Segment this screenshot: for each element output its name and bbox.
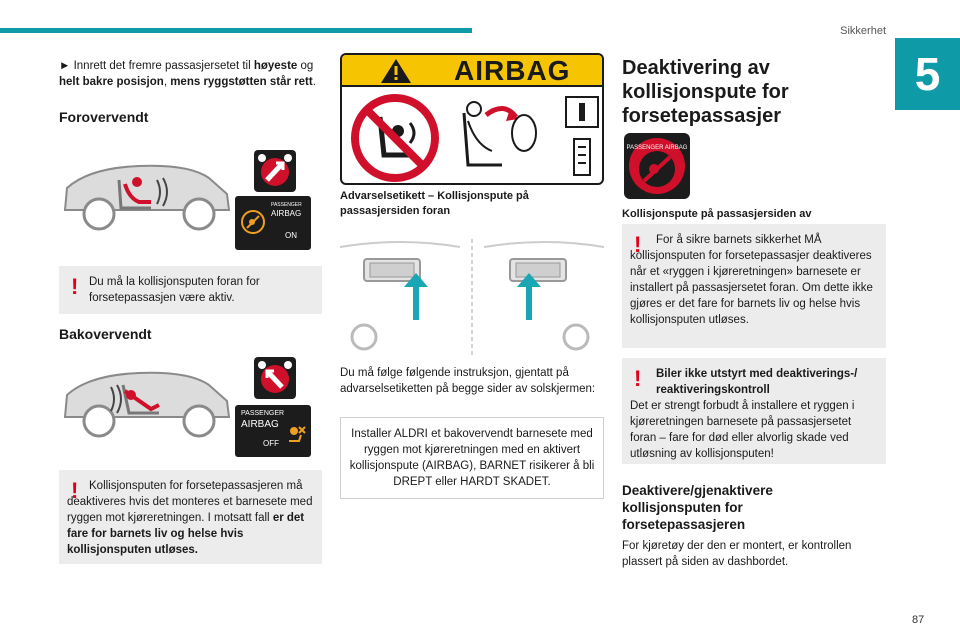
warning-icon: ! [71,274,79,299]
airbag-label-header [342,55,602,87]
instruction-paragraph: Du må følge følgende instruksjon, gjentatt på advarselsetiketten på begge sider av solskjermen: [340,367,596,395]
sub-heading: Deaktivere/gjenaktivere kollisjonsputen for forsetepassasjeren [622,483,773,532]
warning-box-no-control [622,358,886,464]
car-rear-seat-illustration [59,365,235,443]
panel-passenger-label: PASSENGER [271,202,302,208]
header-accent-bar [0,28,472,33]
panel-airbag-label: AIRBAG [241,419,279,430]
warning-icon: ! [634,366,642,391]
intro-bold: helt bakre posisjon [59,76,164,88]
icon-caption: Kollisjonspute på passasjersiden av [622,208,812,220]
chapter-number-tab: 5 [895,38,960,110]
warning-icon: ! [71,478,79,503]
airbag-warning-label [340,53,604,185]
read-manual-icon [564,95,600,181]
page-number: 87 [912,614,925,626]
intro-instruction [59,58,322,90]
intro-text: Innrett det fremre passasjersetet til [70,60,254,72]
column-1 [59,58,322,125]
warning-title: Biler ikke utstyrt med deaktiverings-/ reaktiveringskontroll [656,368,858,396]
rear-seat-sticker-icon [254,357,296,399]
never-install-notice-box: Installer ALDRI et bakovervendt barnesete med ryggen mot kjøreretningen med en aktivert kollisjonspute (AIRBAG), BARNET risikerer å bli DREPT eller HARDT SKADET. [340,417,604,499]
airbag-deploy-illustration-icon [446,95,542,181]
car-forward-seat-illustration [59,158,235,236]
intro-bold: mens ryggstøtten står rett [170,76,313,88]
airbag-label-title: AIRBAG [454,55,571,86]
panel-airbag-label: AIRBAG [271,209,302,218]
airbag-off-indicator-panel [235,405,311,457]
warning-text: Du må la kollisjonsputen foran for forsetepassasjen være aktiv. [89,276,260,304]
panel-off-label: OFF [263,439,279,448]
warning-icon: ! [634,232,642,257]
no-rear-seat-prohibition-icon [350,93,440,183]
warning-box-forward [59,266,322,314]
airbag-on-indicator-panel [235,196,311,250]
sticker-ring-label: PASSENGER AIRBAG [626,145,688,151]
bullet-arrow-icon: ► [59,60,71,72]
passenger-airbag-off-sticker-icon [624,133,690,199]
intro-bold: høyeste [253,60,298,72]
panel-passenger-label: PASSENGER [241,410,285,417]
warning-box-deactivation [622,224,886,348]
rear-facing-heading: Bakovervendt [59,326,152,342]
section-title: Sikkerhet [840,25,886,37]
forward-facing-heading: Forovervendt [59,109,149,125]
warning-text: Det er strengt forbudt å installere et ryggen i kjøreretningen barnesete på passasjersetet foran – fare for død eller alvorlig skade ved utløsning av kollisjonsputen! [630,400,855,460]
warning-text-block [67,478,314,558]
airbag-deactivated-icon [285,423,307,445]
label-caption: Advarselsetikett – Kollisjonspute på passasjersiden foran [340,190,529,217]
warning-text: For å sikre barnets sikkerhet MÅ kollisjonsputen for forsetepassasjer deaktiveres når et «ryggen i kjøreretningen» barnesete er installert på passasjersetet foran. Om dette ikke gjøres er det fare for barnets liv og helse hvis kollisjonsputen utløses. [630,234,873,326]
sub-paragraph: For kjøretøy der den er montert, er kontrollen plassert på siden av dashbordet. [622,540,852,568]
forward-seat-sticker-icon [254,150,296,192]
warning-text: Kollisjonsputen for forsetepassasjeren må deaktiveres hvis det monteres et barnesete med ryggen mot kjøreretningen. I motsatt fall [67,480,313,524]
intro-text: . [312,76,316,88]
main-heading: Deaktivering av kollisjonspute for forsetepassasjer [622,57,789,127]
airbag-off-indicator-icon [241,210,265,234]
warning-triangle-icon [380,58,412,84]
intro-text: og [297,60,314,72]
intro-text: , [163,76,171,88]
panel-on-label: ON [285,231,297,240]
sun-visor-illustration [340,229,604,359]
warning-bold-text: er det fare for barnets liv og helse hvis kollisjonsputen utløses. [67,512,305,556]
warning-box-rear [59,470,322,564]
